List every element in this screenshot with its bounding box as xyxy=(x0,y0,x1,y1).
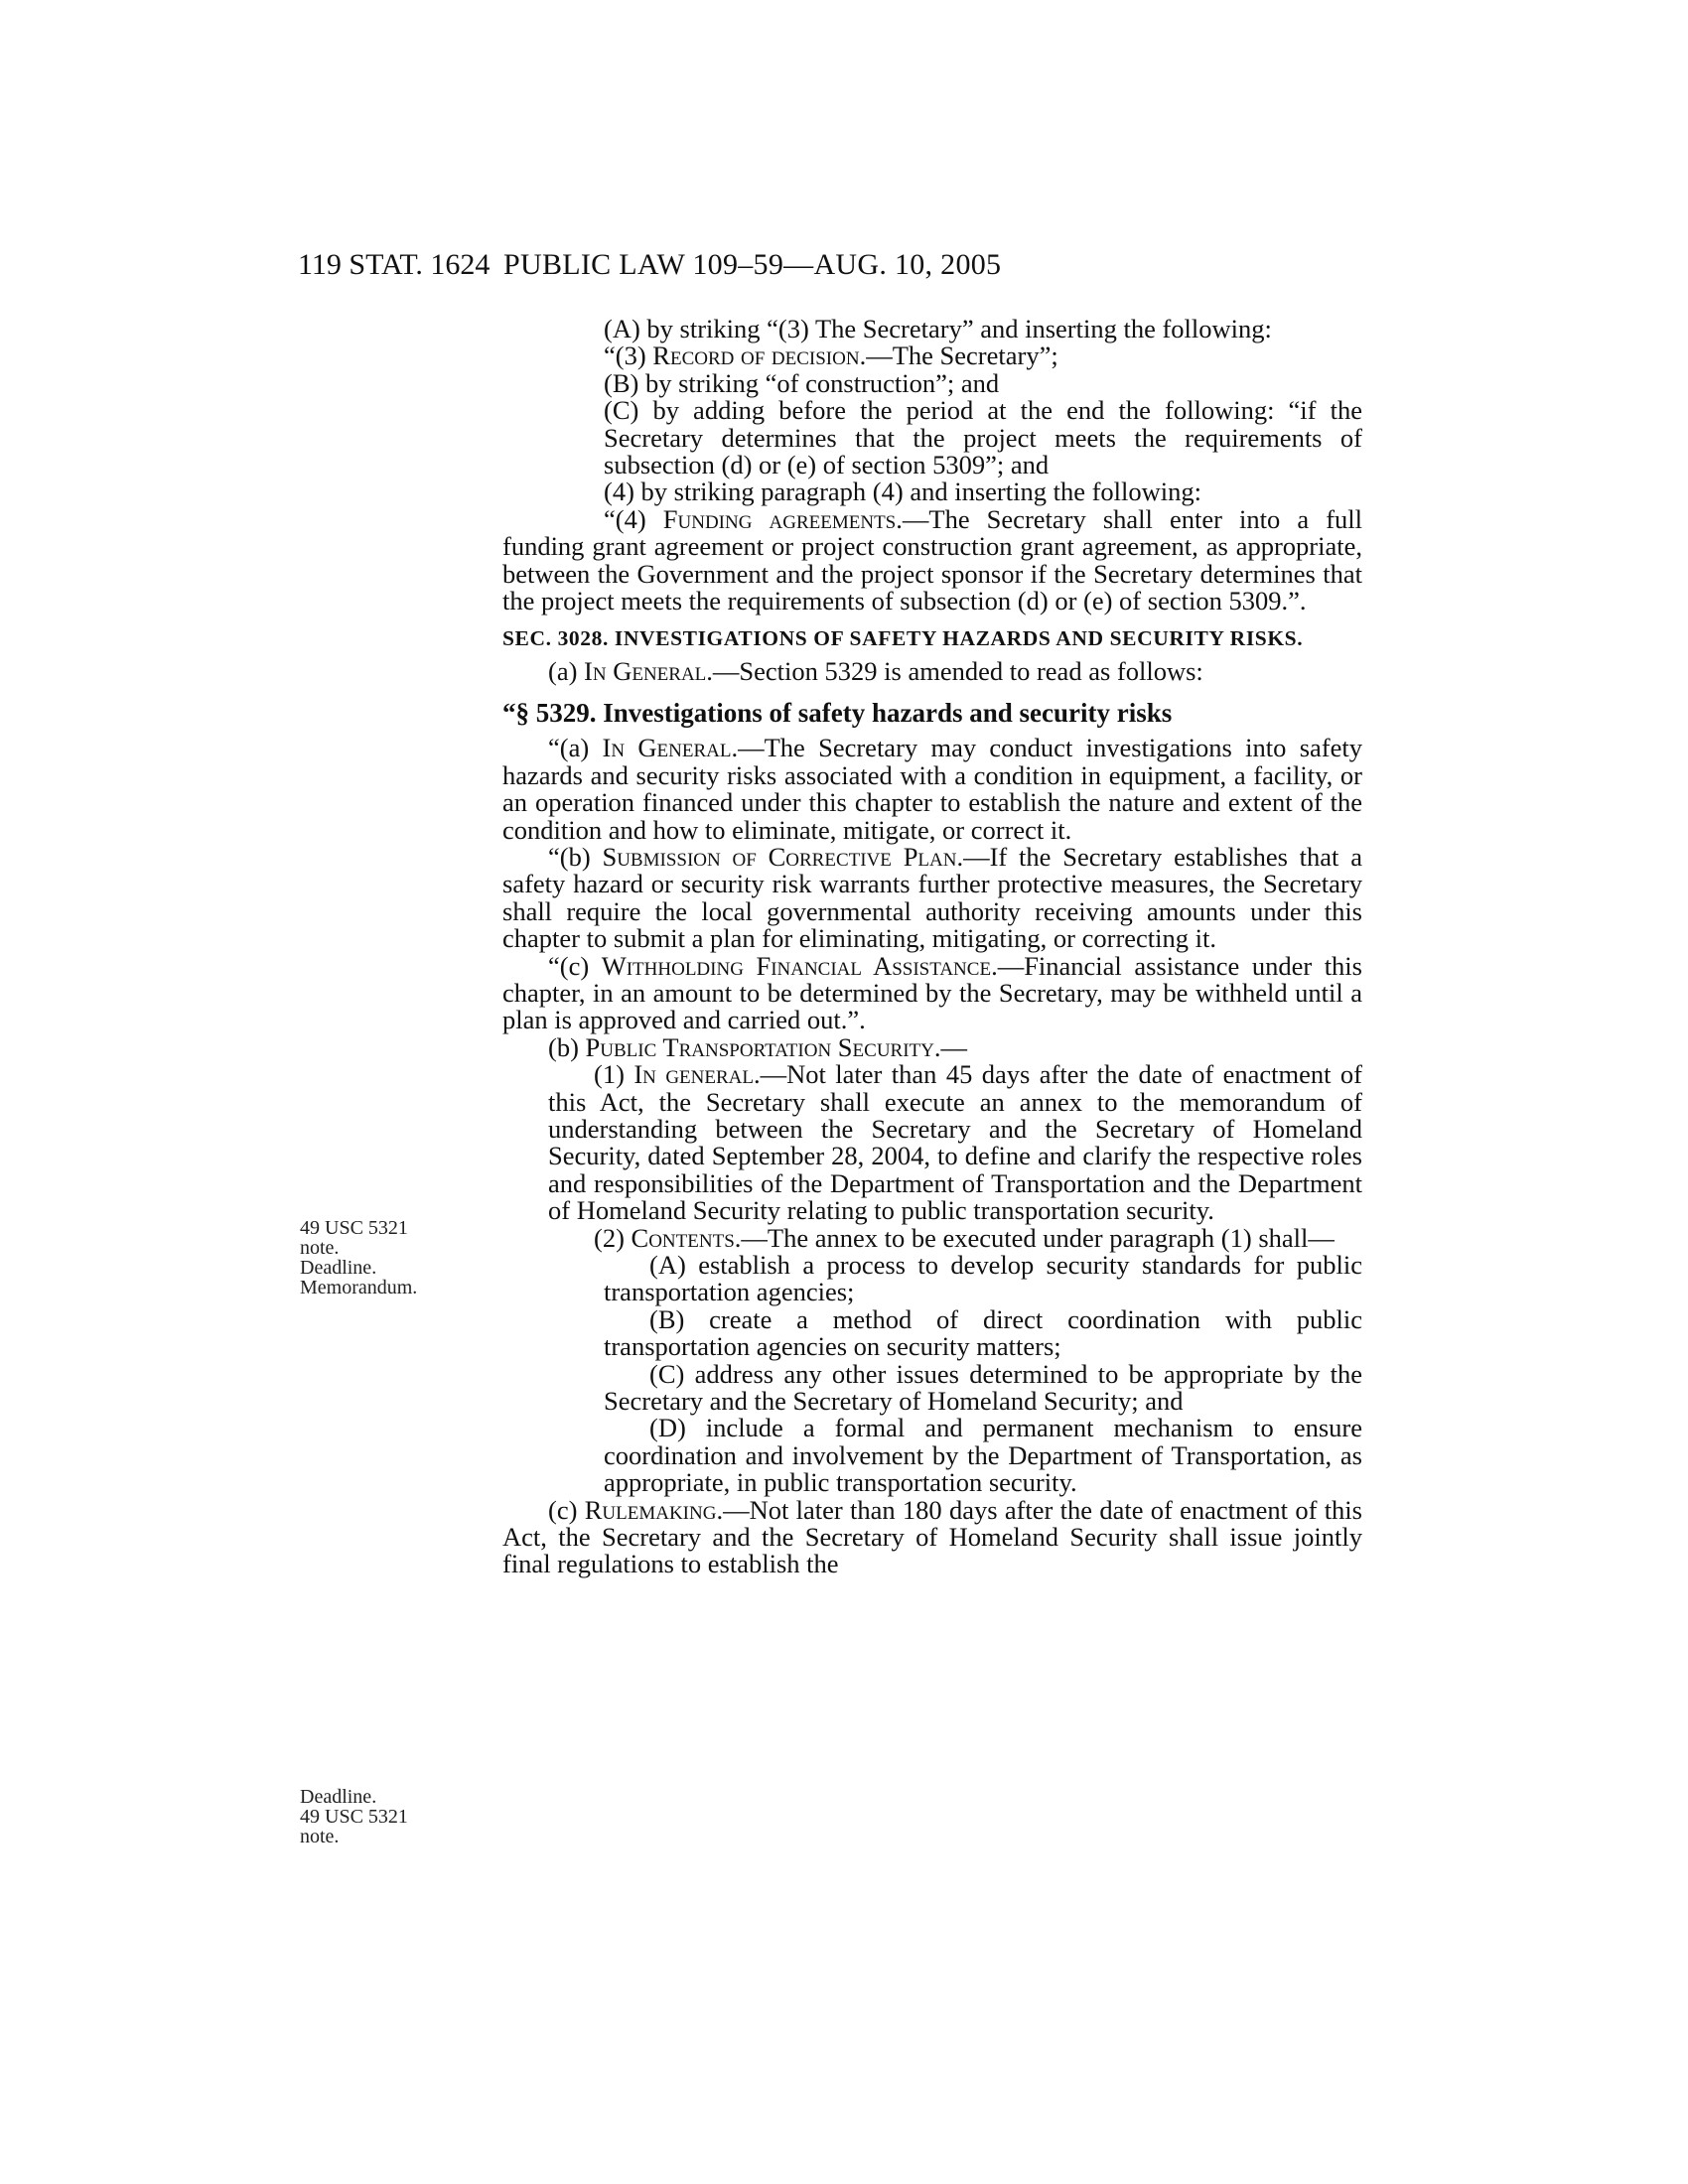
main-text-column xyxy=(502,316,1362,1578)
paragraph xyxy=(502,1031,1362,1062)
para-prefix: “(c) xyxy=(548,950,602,981)
margin-note-line: Deadline. xyxy=(300,1786,377,1808)
para-prefix: “(4) xyxy=(604,503,663,534)
margin-note-line: note. xyxy=(300,1237,340,1259)
para-caption: Contents xyxy=(631,1222,735,1253)
paragraph xyxy=(502,1061,1362,1224)
paragraph: (4) by striking paragraph (4) and inserting the following: xyxy=(604,477,1201,507)
para-caption: Funding agreements xyxy=(662,503,897,534)
margin-note-line: 49 USC 5321 xyxy=(300,1806,408,1828)
paragraph: (A) by striking “(3) The Secretary” and inserting the following: xyxy=(604,314,1272,343)
margin-note-line: Memorandum. xyxy=(300,1277,418,1298)
para-text: .—The Secretary may conduct investigations into safety hazards and security risks associated with a condition in equipment, a facility, or an operation financed under this chapter to establish the nature and extent of the condition and how to eliminate, mitigate, or correct it. xyxy=(502,733,1362,845)
para-caption: Record of decision xyxy=(652,341,860,371)
margin-note-line: 49 USC 5321 xyxy=(300,1217,408,1239)
paragraph: (C) address any other issues determined to be appropriate by the Secretary and the Secretary of Homeland Security; and xyxy=(604,1358,1362,1417)
para-prefix: (b) xyxy=(548,1031,586,1062)
page-stat-reference: 119 STAT. 1624 xyxy=(298,248,491,281)
margin-note-line: note. xyxy=(300,1826,340,1847)
paragraph: (A) establish a process to develop security standards for public transportation agencies; xyxy=(604,1250,1362,1307)
paragraph xyxy=(502,950,1362,1035)
para-prefix: (a) xyxy=(548,656,585,687)
margin-note-line: Deadline. xyxy=(300,1257,377,1279)
paragraph: (C) by adding before the period at the end the following: “if the Secretary determines that the project meets the requirements of subsection (d) or (e) of section 5309”; and xyxy=(604,395,1362,480)
para-prefix: (1) xyxy=(594,1059,634,1090)
paragraph xyxy=(502,342,1362,369)
paragraph: (D) include a formal and permanent mechanism to ensure coordination and involvement by the Department of Transportation, as appropriate, in public transportation security. xyxy=(604,1413,1362,1498)
section-heading: SEC. 3028. INVESTIGATIONS OF SAFETY HAZARDS AND SECURITY RISKS. xyxy=(502,626,1304,651)
paragraph: (B) by striking “of construction”; and xyxy=(604,367,1000,398)
para-text: .—Not later than 180 days after the date of enactment of this Act, the Secretary and the Secretary of Homeland Security shall issue jointly final regulations to establish the xyxy=(502,1494,1362,1579)
margin-note-1 xyxy=(300,1218,417,1297)
para-caption: In General xyxy=(602,733,732,763)
margin-note-2 xyxy=(300,1787,408,1846)
para-text: .—Financial assistance under this chapter, in an amount to be determined by the Secretary, may be withheld until a plan is approved and carried out.”. xyxy=(502,950,1362,1035)
para-caption: Submission of Corrective Plan xyxy=(602,841,957,872)
para-caption: In general xyxy=(633,1059,754,1090)
paragraph xyxy=(502,841,1362,954)
para-caption: In General xyxy=(584,656,707,687)
page-running-title: PUBLIC LAW 109–59—AUG. 10, 2005 xyxy=(503,248,1002,281)
paragraph xyxy=(502,735,1362,844)
paragraph xyxy=(502,1222,1362,1253)
para-caption: Public Transportation Security xyxy=(585,1031,934,1062)
para-text: .— xyxy=(933,1031,967,1062)
para-text: .—The Secretary shall enter into a full funding grant agreement or project construction grant agreement, as appropriate, between the Government and the project sponsor if the Secretary determines that the project meets the requirements of subsection (d) or (e) of section 5309.”. xyxy=(502,503,1362,616)
paragraph: (B) create a method of direct coordination with public transportation agencies on security matters; xyxy=(604,1303,1362,1362)
para-text: .—The Secretary”; xyxy=(859,341,1058,371)
para-text: .—The annex to be executed under paragraph (1) shall— xyxy=(734,1222,1335,1253)
para-prefix: “(a) xyxy=(548,733,603,763)
paragraph xyxy=(502,1494,1362,1579)
para-prefix: “(b) xyxy=(548,841,603,872)
para-caption: Withholding Financial Assistance xyxy=(601,950,992,981)
para-prefix: (c) xyxy=(548,1494,585,1525)
paragraph xyxy=(502,658,1362,685)
para-text: .—Not later than 45 days after the date of enactment of this Act, the Secretary shall execute an annex to the memorandum of understanding between the Secretary and the Secretary of Homeland Security, dated September 28, 2004, to define and clarify the respective roles and responsibilities of the Department of Transportation and the Department of Homeland Security relating to public transportation security. xyxy=(548,1059,1363,1226)
para-text: .—If the Secretary establishes that a safety hazard or security risk warrants further protective measures, the Secretary shall require the local governmental authority receiving amounts under this chapter to submit a plan for eliminating, mitigating, or correcting it. xyxy=(502,841,1362,954)
section-title: “§ 5329. Investigations of safety hazards and security risks xyxy=(502,697,1173,728)
paragraph xyxy=(502,503,1362,616)
para-prefix: “(3) xyxy=(604,341,653,371)
para-prefix: (2) xyxy=(594,1222,632,1253)
para-text: .—Section 5329 is amended to read as follows: xyxy=(706,656,1203,687)
para-caption: Rulemaking xyxy=(584,1494,717,1525)
